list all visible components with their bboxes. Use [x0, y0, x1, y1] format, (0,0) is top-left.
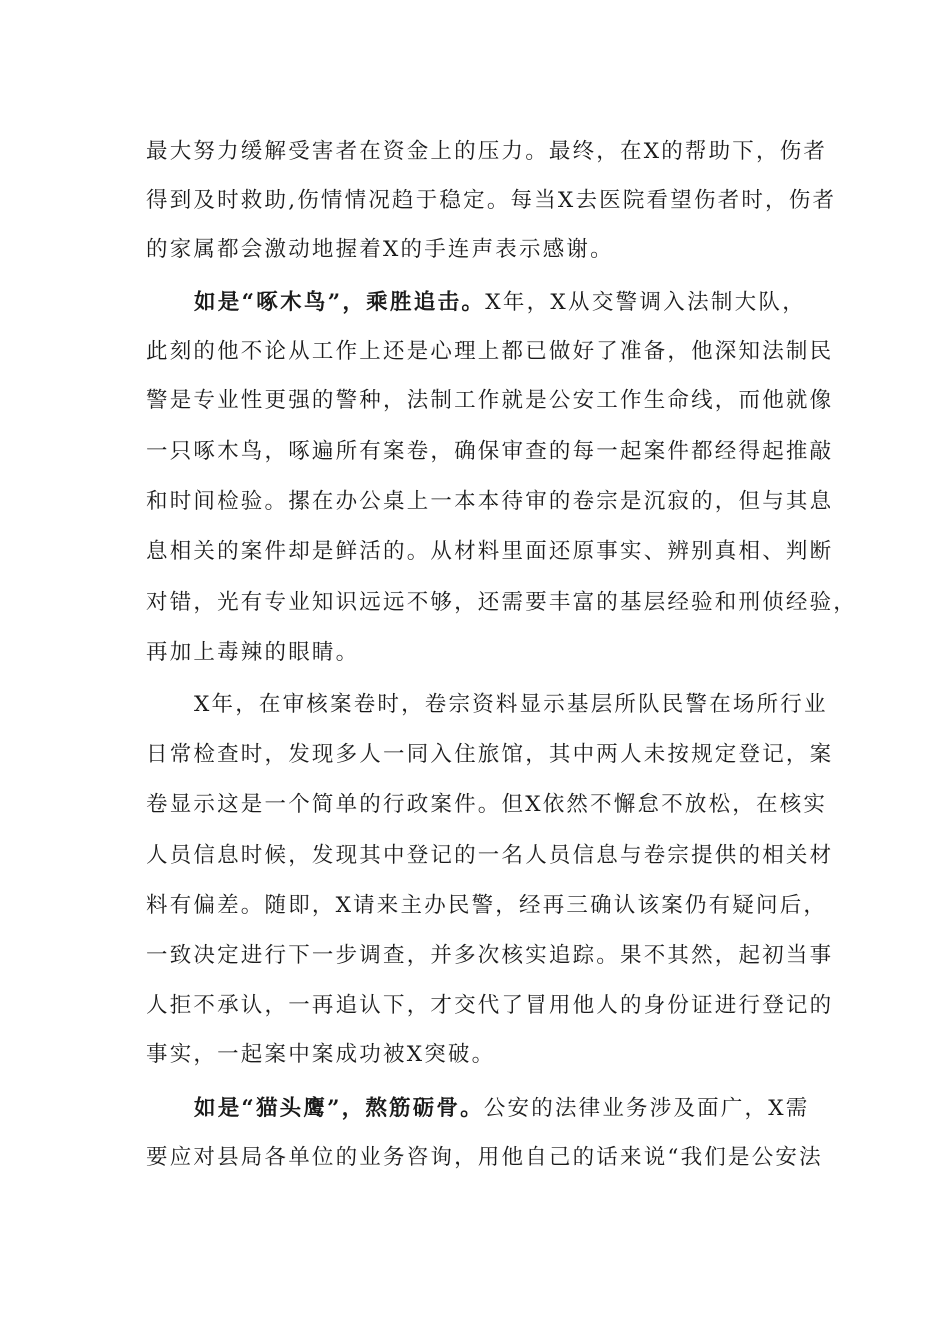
paragraph-line-12: 日常检查时，发现多人一同入住旅馆，其中两人未按规定登记，案	[146, 742, 834, 767]
paragraph-line-19: 要应对县局各单位的业务咨询，用他自己的话来说“我们是公安法	[146, 1145, 823, 1170]
heading-woodpecker: 如是“啄木鸟”，乘胜追击。	[194, 290, 486, 315]
paragraph-line-11: X年，在审核案卷时，卷宗资料显示基层所队民警在场所行业	[194, 692, 828, 717]
paragraph-line-14: 人员信息时候，发现其中登记的一名人员信息与卷宗提供的相关材	[146, 843, 834, 868]
heading-owl-rest: 公安的法律业务涉及面广，X需	[483, 1096, 810, 1121]
paragraph-line-13: 卷显示这是一个简单的行政案件。但X依然不懈怠不放松，在核实	[146, 792, 828, 817]
paragraph-line-15: 料有偏差。随即，X请来主办民警，经再三确认该案仍有疑问后，	[146, 893, 828, 918]
paragraph-line-18: 事实，一起案中案成功被X突破。	[146, 1042, 496, 1067]
paragraph-line-9: 对错，光有专业知识远远不够，还需要丰富的基层经验和刑侦经验，	[146, 590, 858, 615]
paragraph-line-10: 再加上毒辣的眼睛。	[146, 640, 360, 665]
paragraph-line-6: 一只啄木鸟，啄遍所有案卷，确保审查的每一起案件都经得起推敲	[146, 439, 834, 464]
paragraph-line-17: 人拒不承认，一再追认下，才交代了冒用他人的身份证进行登记的	[146, 993, 834, 1018]
paragraph-line-3: 的家属都会激动地握着X的手连声表示感谢。	[146, 237, 614, 262]
paragraph-line-2: 得到及时救助,伤情情况趋于稳定。每当X去医院看望伤者时，伤者	[146, 188, 837, 213]
heading-owl: 如是“猫头鹰”，熬筋砺骨。	[194, 1096, 484, 1121]
paragraph-line-8: 息相关的案件却是鲜活的。从材料里面还原事实、辨别真相、判断	[146, 539, 834, 564]
paragraph-line-16: 一致决定进行下一步调查，并多次核实追踪。果不其然，起初当事	[146, 943, 834, 968]
paragraph-line-4: 此刻的他不论从工作上还是心理上都已做好了准备，他深知法制民	[146, 339, 834, 364]
paragraph-line-7: 和时间检验。摞在办公桌上一本本待审的卷宗是沉寂的，但与其息	[146, 489, 834, 514]
paragraph-line-1: 最大努力缓解受害者在资金上的压力。最终，在X的帮助下，伤者	[146, 139, 828, 164]
heading-woodpecker-line	[194, 288, 806, 318]
heading-owl-line	[194, 1094, 810, 1124]
heading-woodpecker-rest: X年，X从交警调入法制大队，	[485, 290, 806, 315]
paragraph-line-5: 警是专业性更强的警种，法制工作就是公安工作生命线，而他就像	[146, 388, 834, 413]
